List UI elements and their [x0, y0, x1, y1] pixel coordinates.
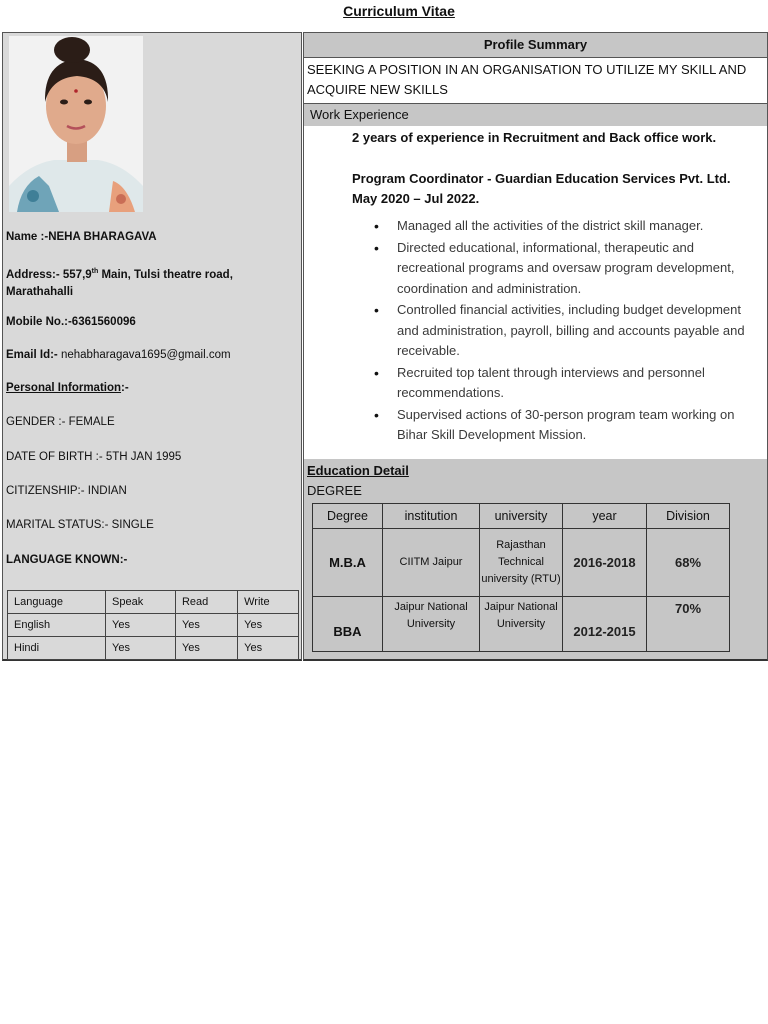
- list-item: • Recruited top talent through interviews and personnel recommendations.: [352, 363, 762, 404]
- list-item: • Directed educational, informational, therapeutic and recreational programs and oversaw program development, coordination and administration.: [352, 238, 762, 300]
- table-cell: Yes: [238, 637, 299, 660]
- table-row: [313, 597, 730, 652]
- table-cell: Yes: [106, 637, 176, 660]
- profile-summary-text: [304, 58, 767, 104]
- list-item: • Supervised actions of 30-person program team working on Bihar Skill Development Mission.: [352, 405, 762, 446]
- education-table: [312, 503, 730, 652]
- table-cell: 68%: [647, 529, 730, 597]
- job-title: Program Coordinator - Guardian Education Services Pvt. Ltd.: [352, 171, 731, 186]
- education-section: [304, 459, 767, 659]
- gender-field: GENDER :- FEMALE: [6, 416, 115, 428]
- personal-details-column: [2, 32, 302, 661]
- experience-summary: 2 years of experience in Recruitment and Back office work.: [352, 130, 717, 145]
- job-bullets: [352, 216, 762, 447]
- education-subheading: DEGREE: [307, 483, 362, 498]
- table-cell: Yes: [175, 614, 237, 637]
- work-experience-heading: Work Experience: [304, 104, 767, 126]
- address-field: [6, 263, 233, 301]
- table-row: [8, 637, 299, 660]
- table-cell: English: [8, 614, 106, 637]
- list-item: • Controlled financial activities, including budget development and administration, payroll, billing and accounts payable and receivable.: [352, 300, 762, 362]
- table-cell: 2012-2015: [563, 597, 647, 652]
- email-field: [6, 347, 231, 364]
- table-header-cell: Division: [647, 504, 730, 529]
- personal-info-suffix: :-: [121, 382, 129, 394]
- table-header-cell: Speak: [106, 591, 176, 614]
- table-cell: Rajasthan Technical university (RTU): [480, 529, 563, 597]
- profile-column: [303, 32, 768, 661]
- table-cell: 70%: [647, 597, 730, 652]
- education-heading: Education Detail: [307, 463, 409, 478]
- personal-info-heading: [6, 380, 129, 397]
- list-item: • Managed all the activities of the district skill manager.: [352, 216, 762, 237]
- mobile-value: 6361560096: [71, 316, 136, 328]
- name-label: Name :-: [6, 231, 49, 243]
- table-cell: Hindi: [8, 637, 106, 660]
- language-known-heading: LANGUAGE KNOWN:-: [6, 554, 128, 566]
- table-cell: 2016-2018: [563, 529, 647, 597]
- table-cell: Yes: [175, 637, 237, 660]
- profile-summary-line1: SEEKING A POSITION IN AN ORGANISATION TO UTILIZE MY SKILL AND: [307, 62, 747, 77]
- personal-info-label: Personal Information: [6, 382, 122, 394]
- language-table-header: [8, 591, 299, 614]
- table-row: [8, 614, 299, 637]
- job-dates: May 2020 – Jul 2022.: [352, 191, 480, 206]
- name-field: [6, 229, 157, 246]
- document-title: Curriculum Vitae: [343, 3, 455, 19]
- dob-field: DATE OF BIRTH :- 5TH JAN 1995: [6, 451, 182, 463]
- email-label: Email Id:-: [6, 349, 58, 361]
- table-header-cell: year: [563, 504, 647, 529]
- address-line2: Marathahalli: [6, 285, 74, 298]
- table-cell: Yes: [106, 614, 176, 637]
- table-header-cell: university: [480, 504, 563, 529]
- address-line1-pre: 557,9: [62, 268, 92, 281]
- table-cell: M.B.A: [313, 529, 383, 597]
- marital-status-field: MARITAL STATUS:- SINGLE: [6, 519, 154, 531]
- table-cell: BBA: [313, 597, 383, 652]
- table-header-cell: institution: [383, 504, 480, 529]
- address-label: Address:-: [6, 268, 60, 281]
- email-value: nehabharagava1695@gmail.com: [57, 349, 231, 361]
- work-experience-body: [304, 126, 767, 456]
- table-cell: CIITM Jaipur: [383, 529, 480, 597]
- address-sup: th: [91, 268, 99, 275]
- name-value: NEHA BHARAGAVA: [48, 231, 157, 243]
- table-header-cell: Degree: [313, 504, 383, 529]
- table-row: [313, 529, 730, 597]
- table-header-cell: Write: [238, 591, 299, 614]
- profile-summary-line2: ACQUIRE NEW SKILLS: [307, 82, 448, 97]
- table-header-cell: Read: [175, 591, 237, 614]
- table-cell: Jaipur National University: [480, 597, 563, 652]
- citizenship-field: CITIZENSHIP:- INDIAN: [6, 485, 127, 497]
- table-cell: Yes: [238, 614, 299, 637]
- table-header-cell: Language: [8, 591, 106, 614]
- address-line1-post: Main, Tulsi theatre road,: [98, 268, 233, 281]
- education-table-header: [313, 504, 730, 529]
- mobile-label: Mobile No.:-: [6, 316, 72, 328]
- table-cell: Jaipur National University: [383, 597, 480, 652]
- mobile-field: [6, 314, 136, 331]
- profile-summary-heading: Profile Summary: [304, 33, 767, 58]
- profile-photo: [9, 36, 143, 212]
- profile-photo-image: [9, 36, 143, 212]
- language-table: [7, 590, 299, 660]
